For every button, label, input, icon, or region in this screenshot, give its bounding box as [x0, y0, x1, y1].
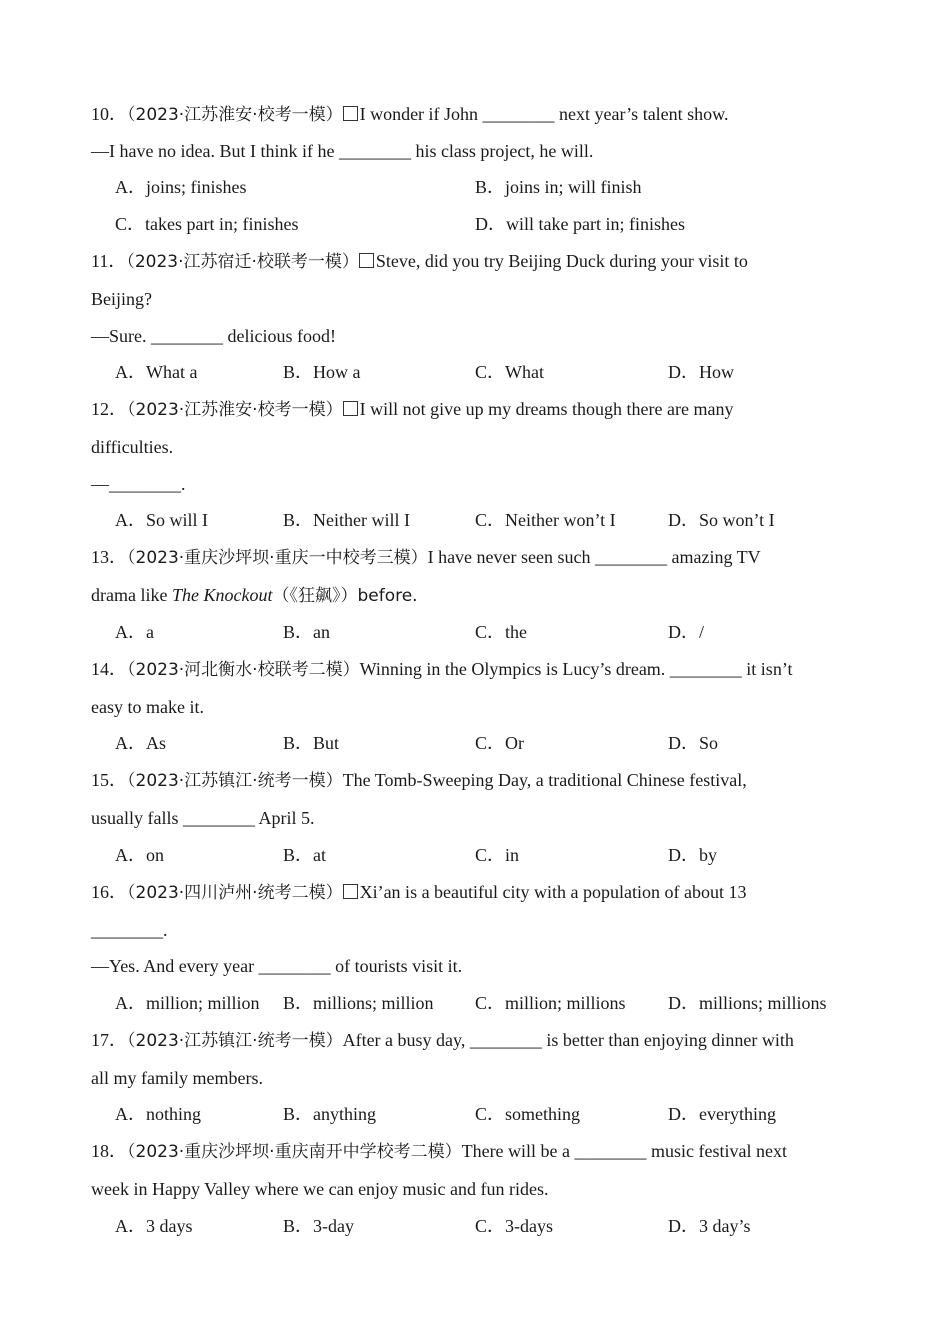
question-13-stem: 13．（2023·重庆沙坪坝·重庆一中校考三模）I have never seen such ________ amazing TV [91, 547, 761, 568]
question-12-dialog: —________. [91, 474, 186, 494]
option-b[interactable]: B．at [283, 845, 327, 865]
question-18-stem: 18．（2023·重庆沙坪坝·重庆南开中学校考二模）There will be a ________ music festival next [91, 1141, 787, 1162]
option-c[interactable]: C．million; millions [475, 993, 626, 1013]
answer-box-icon [343, 884, 358, 899]
question-10-options-row1 [115, 175, 950, 199]
question-16-options [115, 991, 950, 1015]
question-16-dialog: —Yes. And every year ________ of tourists visit it. [91, 956, 463, 976]
option-a[interactable]: A．million; million [115, 993, 260, 1013]
option-d[interactable]: D．by [668, 845, 717, 865]
question-12-stem-cont: difficulties. [91, 437, 174, 457]
question-18-stem-cont: week in Happy Valley where we can enjoy music and fun rides. [91, 1179, 549, 1199]
option-a[interactable]: A．As [115, 733, 167, 753]
option-b[interactable]: B．millions; million [283, 993, 434, 1013]
option-c[interactable]: C．Neither won’t I [475, 510, 616, 530]
option-d[interactable]: D．3 day’s [668, 1216, 751, 1236]
question-11-stem-cont: Beijing? [91, 289, 152, 309]
option-c[interactable]: C．something [475, 1104, 581, 1124]
question-17-stem-cont: all my family members. [91, 1068, 263, 1088]
option-d[interactable]: D．How [668, 362, 734, 382]
option-a[interactable]: A．joins; finishes [115, 177, 247, 197]
question-14-stem: 14．（2023·河北衡水·校联考二模）Winning in the Olympics is Lucy’s dream. ________ it isn’t [91, 659, 793, 680]
option-a[interactable]: A．3 days [115, 1216, 193, 1236]
question-14-options [115, 731, 950, 755]
answer-box-icon [359, 253, 374, 268]
option-a[interactable]: A．What a [115, 362, 198, 382]
question-11-dialog: —Sure. ________ delicious food! [91, 326, 336, 346]
question-13-options [115, 620, 950, 644]
option-d[interactable]: D．/ [668, 622, 705, 642]
option-a[interactable]: A．nothing [115, 1104, 202, 1124]
option-d[interactable]: D．So [668, 733, 719, 753]
option-a[interactable]: A．So will I [115, 510, 209, 530]
option-b[interactable]: B．anything [283, 1104, 377, 1124]
option-b[interactable]: B．How a [283, 362, 361, 382]
question-15-stem-cont: usually falls ________ April 5. [91, 808, 315, 828]
question-16-stem-cont: ________. [91, 920, 168, 940]
question-15-options [115, 843, 950, 867]
question-17-options [115, 1102, 950, 1126]
drama-title: The Knockout [171, 585, 273, 605]
option-d[interactable]: D．millions; millions [668, 993, 827, 1013]
option-b[interactable]: B．But [283, 733, 340, 753]
option-c[interactable]: C．Or [475, 733, 525, 753]
option-b[interactable]: B．an [283, 622, 331, 642]
answer-box-icon [343, 106, 358, 121]
option-d[interactable]: D．will take part in; finishes [475, 214, 685, 234]
option-c[interactable]: C．takes part in; finishes [115, 214, 299, 234]
question-16-stem: 16．（2023·四川泸州·统考二模） Xi’an is a beautiful city with a population of about 13 [91, 882, 747, 903]
option-b[interactable]: B．Neither will I [283, 510, 410, 530]
answer-box-icon [343, 401, 358, 416]
question-10-stem: 10．（2023·江苏淮安·校考一模） I wonder if John ________ next year’s talent show. [91, 104, 729, 125]
option-d[interactable]: D．So won’t I [668, 510, 775, 530]
question-17-stem: 17．（2023·江苏镇江·统考一模）After a busy day, ________ is better than enjoying dinner with [91, 1030, 794, 1051]
question-11-stem: 11．（2023·江苏宿迁·校联考一模） Steve, did you try Beijing Duck during your visit to [91, 251, 748, 272]
option-c[interactable]: C．3-days [475, 1216, 554, 1236]
question-12-stem: 12．（2023·江苏淮安·校考一模） I will not give up my dreams though there are many [91, 399, 734, 420]
question-13-stem-cont: drama like The Knockout（《狂飙》）before. [91, 585, 418, 606]
option-a[interactable]: A．a [115, 622, 154, 642]
question-11-options [115, 360, 950, 384]
question-15-stem: 15．（2023·江苏镇江·统考一模）The Tomb-Sweeping Day, a traditional Chinese festival, [91, 770, 747, 791]
option-b[interactable]: B．joins in; will finish [475, 177, 642, 197]
question-12-options [115, 508, 950, 532]
question-10-options-row2 [115, 212, 950, 236]
option-c[interactable]: C．in [475, 845, 520, 865]
question-14-stem-cont: easy to make it. [91, 697, 204, 717]
question-18-options [115, 1214, 950, 1238]
option-c[interactable]: C．What [475, 362, 544, 382]
option-c[interactable]: C．the [475, 622, 528, 642]
option-a[interactable]: A．on [115, 845, 164, 865]
option-b[interactable]: B．3-day [283, 1216, 354, 1236]
option-d[interactable]: D．everything [668, 1104, 776, 1124]
question-10-dialog: —I have no idea. But I think if he ________ his class project, he will. [91, 141, 594, 161]
